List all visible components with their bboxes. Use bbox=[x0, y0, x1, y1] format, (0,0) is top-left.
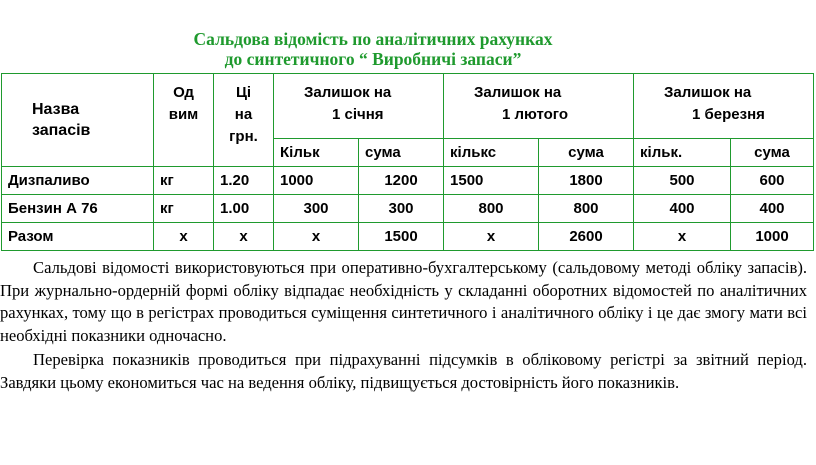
row-unit: кг bbox=[154, 195, 214, 223]
row-sum-jan: 1200 bbox=[359, 167, 444, 195]
row-sum-feb: 2600 bbox=[539, 223, 634, 251]
row-sum-mar: 600 bbox=[731, 167, 814, 195]
body-text bbox=[0, 257, 807, 395]
header-group-feb: Залишок на 1 лютого bbox=[444, 74, 634, 139]
header-price-cell: Ці на грн. bbox=[214, 74, 274, 167]
row-unit: х bbox=[154, 223, 214, 251]
paragraph: Сальдові відомості використовуються при оперативно-бухгалтерському (сальдовому методі обліку запасів). При журнально-ордерній формі обліку відпадає необхідність у складанні оборотних відомостей по аналітичних рахунках, тому що в регістрах проводиться суміщення синтетичного і аналітичного обліку і це дає змогу мати всі необхідні показники одночасно. bbox=[0, 258, 807, 345]
balance-sheet-table bbox=[1, 73, 814, 251]
row-sum-jan: 1500 bbox=[359, 223, 444, 251]
table-row bbox=[2, 167, 814, 195]
document-title-line-2: до синтетичного “ Виробничі запаси” bbox=[224, 49, 522, 69]
header-name-cell: Назва запасів bbox=[2, 74, 154, 167]
row-qty-feb: х bbox=[444, 223, 539, 251]
subheader-qty-mar: кільк. bbox=[634, 139, 731, 167]
subheader-sum-feb: сума bbox=[539, 139, 634, 167]
row-price: 1.00 bbox=[214, 195, 274, 223]
row-sum-feb: 1800 bbox=[539, 167, 634, 195]
row-qty-feb: 1500 bbox=[444, 167, 539, 195]
paragraph: Перевірка показників проводиться при підрахуванні підсумків в обліковому регістрі за звітний період. Завдяки цьому економиться час на ведення обліку, підвищується достовірність його показників. bbox=[0, 350, 807, 392]
subheader-sum-jan: сума bbox=[359, 139, 444, 167]
row-sum-mar: 400 bbox=[731, 195, 814, 223]
row-sum-mar: 1000 bbox=[731, 223, 814, 251]
subheader-qty-feb: кількс bbox=[444, 139, 539, 167]
row-qty-mar: х bbox=[634, 223, 731, 251]
subheader-qty-jan: Кільк bbox=[274, 139, 359, 167]
row-qty-jan: 1000 bbox=[274, 167, 359, 195]
document-title-line-1: Сальдова відомість по аналітичних рахунках bbox=[193, 29, 553, 49]
row-qty-jan: 300 bbox=[274, 195, 359, 223]
header-group-jan: Залишок на 1 січня bbox=[274, 74, 444, 139]
subheader-sum-mar: сума bbox=[731, 139, 814, 167]
row-sum-jan: 300 bbox=[359, 195, 444, 223]
row-price: х bbox=[214, 223, 274, 251]
row-unit: кг bbox=[154, 167, 214, 195]
row-name: Бензин А 76 bbox=[2, 195, 154, 223]
row-name: Разом bbox=[2, 223, 154, 251]
row-qty-mar: 500 bbox=[634, 167, 731, 195]
table-header-row bbox=[2, 74, 814, 139]
row-qty-jan: х bbox=[274, 223, 359, 251]
row-qty-mar: 400 bbox=[634, 195, 731, 223]
row-sum-feb: 800 bbox=[539, 195, 634, 223]
header-unit-cell: Од вим bbox=[154, 74, 214, 167]
table-row bbox=[2, 195, 814, 223]
table-row-total bbox=[2, 223, 814, 251]
row-name: Дизпаливо bbox=[2, 167, 154, 195]
row-qty-feb: 800 bbox=[444, 195, 539, 223]
header-group-mar: Залишок на 1 березня bbox=[634, 74, 814, 139]
row-price: 1.20 bbox=[214, 167, 274, 195]
